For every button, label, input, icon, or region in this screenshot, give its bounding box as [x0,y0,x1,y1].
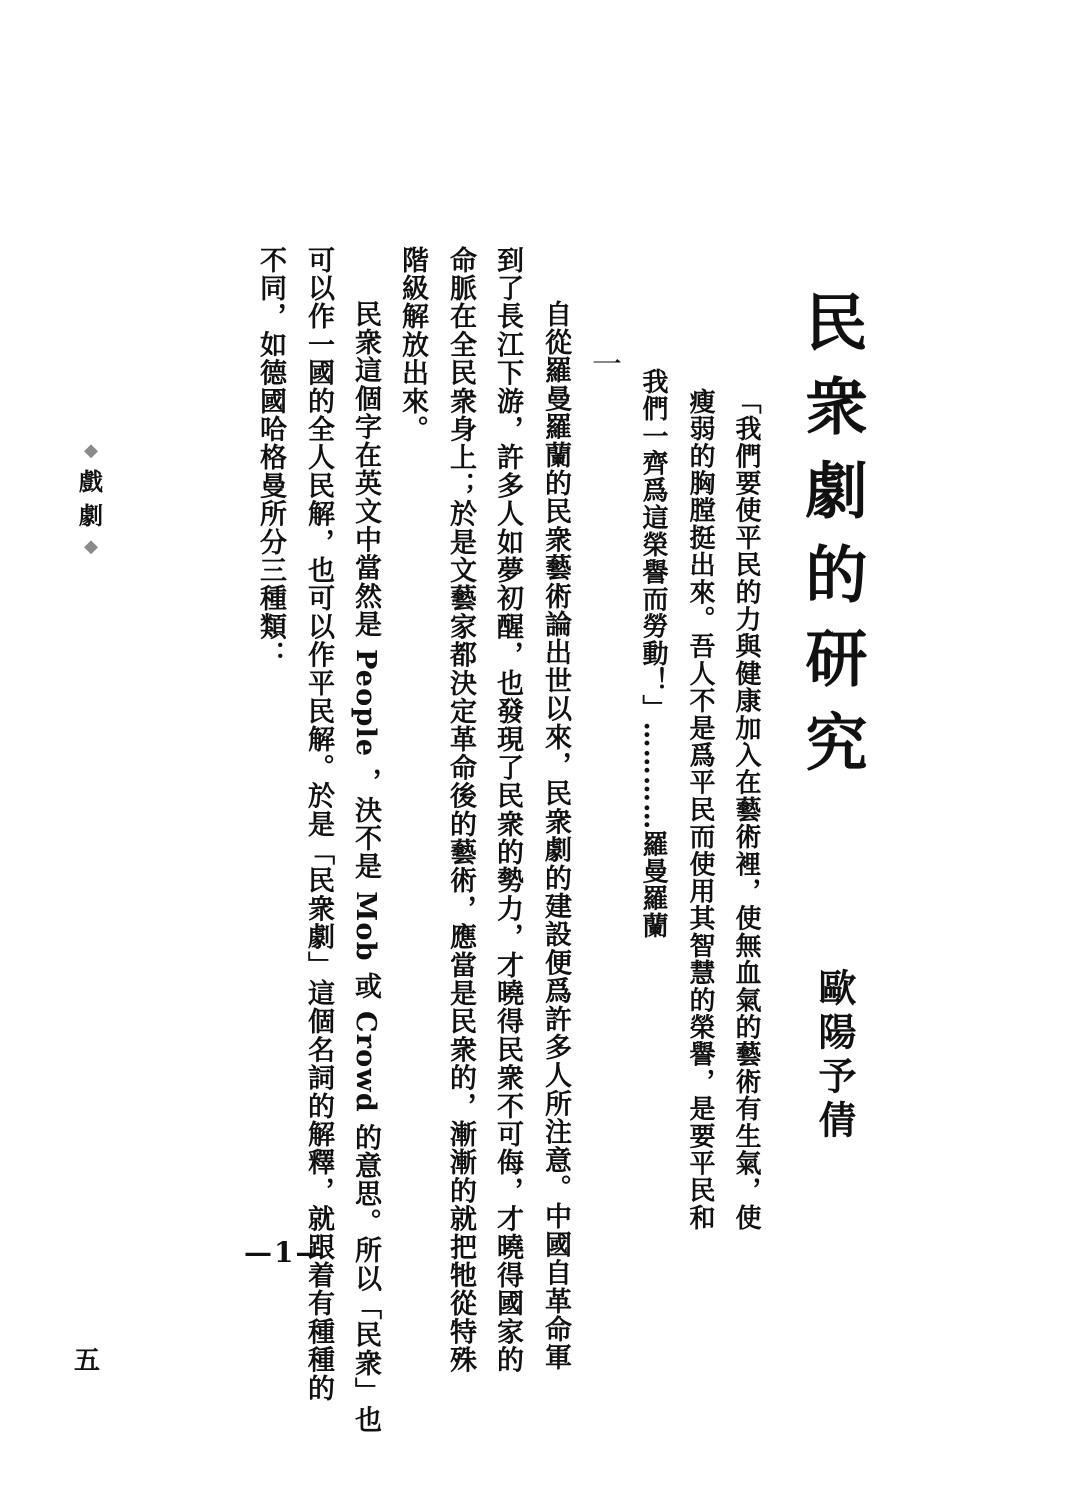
page-number: —1— [244,1236,326,1269]
epigraph-line: 瘦弱的胸膛挺出來。吾人不是爲平民而使用其智慧的榮譽，是要平民和 [685,388,715,1232]
diamond-icon: ◆ [84,440,98,461]
body-line: 自從羅曼羅蘭的民衆藝術論出世以來，民衆劇的建設便爲許多人所注意。中國自革命軍 [540,300,571,1372]
folio-number: 五 [74,1346,101,1376]
body-line: 可以作一國的全人民解，也可以作平民解。於是「民衆劇」這個名詞的解釋，就跟着有種種的 [303,246,334,1403]
margin-label [76,442,106,556]
body-line: 到了長江下游，許多人如夢初醒，也發現了民衆的勢力，才曉得民衆不可侮，才曉得國家的 [492,246,523,1374]
body-line: 民衆這個字在英文中當然是 People ，決不是 Mob 或 Crowd 的意思。所以「民衆」也 [350,300,381,1434]
section-number: 一 [586,348,621,378]
author-name: 歐陽予倩 [812,968,857,1144]
margin-label-char: 戲 [79,467,103,496]
body-line: 不同，如德國哈格曼所分三種類： [255,246,286,669]
article-title: 民衆劇的研究 [795,290,868,794]
diamond-icon: ◆ [84,536,98,557]
epigraph-line: 我們一齊爲這榮譽而勞動！」…………羅曼羅蘭 [638,368,668,940]
margin-label-char: 劇 [79,501,103,530]
body-line: 命脈在全民衆身上；於是文藝家都決定革命後的藝術，應當是民衆的，漸漸的就把牠從特殊 [445,246,476,1374]
body-line: 階級解放出來。 [397,246,428,444]
epigraph-line: 「我們要使平民的力與健康加入在藝術裡，使無血氣的藝術有生氣，使 [731,388,761,1232]
